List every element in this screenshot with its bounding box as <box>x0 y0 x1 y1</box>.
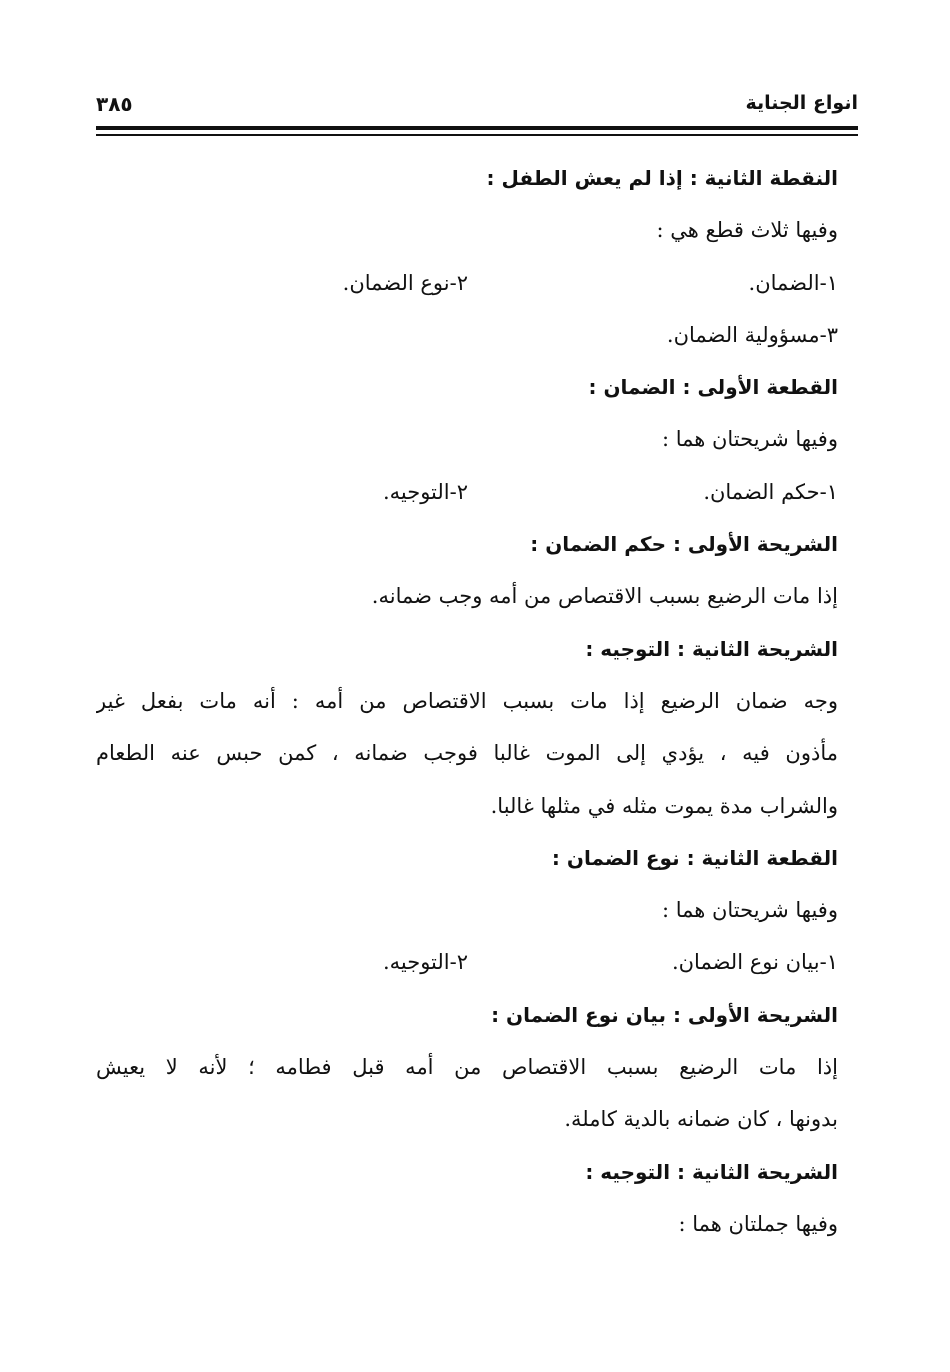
paragraph-line: مأذون فيه ، يؤدي إلى الموت غالبا فوجب ضمانه ، كمن حبس عنه الطعام <box>96 741 838 766</box>
section-heading: القطعة الثانية : نوع الضمان : <box>551 845 838 870</box>
running-title: انواع الجناية <box>745 92 858 114</box>
page-header <box>96 92 858 122</box>
paragraph-line: وفيها ثلاث قطع هي : <box>656 218 838 243</box>
section-heading: الشريحة الأولى : بيان نوع الضمان : <box>491 1002 838 1027</box>
list-row <box>96 936 838 988</box>
paragraph-line: وفيها جملتان هما : <box>678 1211 838 1236</box>
list-item: ١-الضمان. <box>748 270 838 295</box>
paragraph-line: وفيها شريحتان هما : <box>661 427 838 452</box>
page-body <box>96 152 838 1250</box>
list-row <box>96 466 838 518</box>
list-item: ٢-نوع الضمان. <box>342 270 468 295</box>
list-item: ٣-مسؤولية الضمان. <box>666 322 838 347</box>
page-number: ٣٨٥ <box>96 92 133 116</box>
paragraph-line: وفيها شريحتان هما : <box>661 898 838 923</box>
paragraph-line: إذا مات الرضيع بسبب الاقتصاص من أمه قبل فطامه ؛ لأنه لا يعيش <box>96 1055 838 1080</box>
paragraph-line: إذا مات الرضيع بسبب الاقتصاص من أمه وجب ضمانه. <box>371 584 838 609</box>
list-item: ٢-التوجيه. <box>382 950 468 975</box>
section-heading: القطعة الأولى : الضمان : <box>588 375 838 400</box>
section-heading: الشريحة الثانية : التوجيه : <box>585 1159 838 1184</box>
paragraph-line: بدونها ، كان ضمانه بالدية كاملة. <box>564 1107 838 1132</box>
list-item: ٢-التوجيه. <box>382 479 468 504</box>
section-heading: الشريحة الثانية : التوجيه : <box>585 636 838 661</box>
header-rule-thin <box>96 134 858 136</box>
section-heading: الشريحة الأولى : حكم الضمان : <box>530 532 838 557</box>
list-row <box>96 257 838 309</box>
header-rule-thick <box>96 126 858 130</box>
paragraph-line: والشراب مدة يموت مثله في مثلها غالبا. <box>490 793 838 818</box>
paragraph-line: وجه ضمان الرضيع إذا مات بسبب الاقتصاص من أمه : أنه مات بفعل غير <box>96 688 838 713</box>
list-item: ١-حكم الضمان. <box>703 479 838 504</box>
list-item: ١-بيان نوع الضمان. <box>671 950 838 975</box>
section-heading: النقطة الثانية : إذا لم يعش الطفل : <box>486 166 838 190</box>
